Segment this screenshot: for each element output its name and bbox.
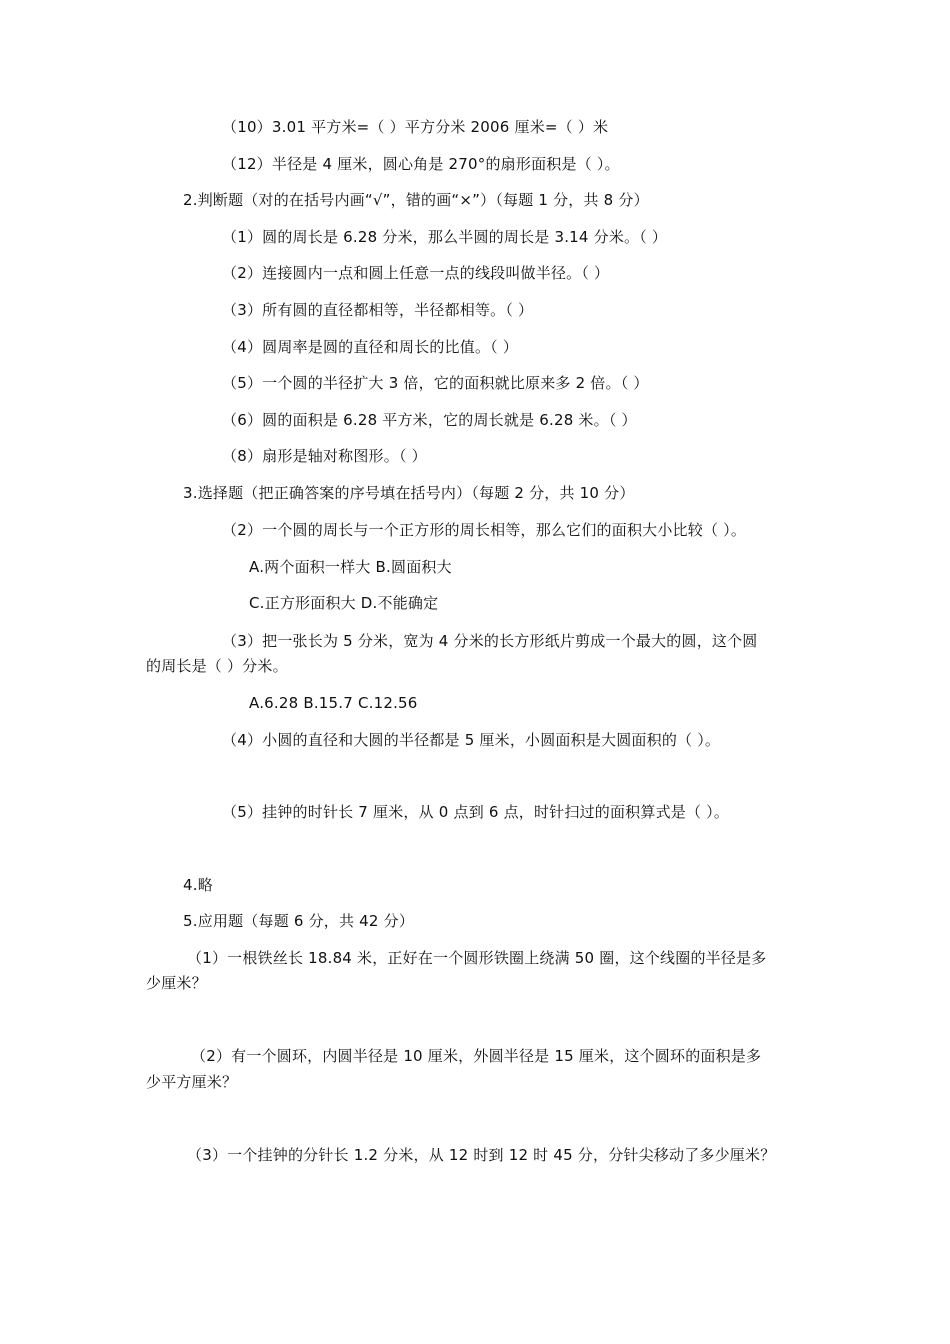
fill-in-q12: （12）半径是 4 厘米，圆心角是 270°的扇形面积是（ ）。 (222, 155, 620, 173)
apply-q1-line1: （1）一根铁丝长 18.84 米，正好在一个圆形铁圈上绕满 50 圈，这个线圈的半径是多 (187, 949, 767, 967)
choice-q3-line2: 的周长是（ ）分米。 (146, 657, 288, 675)
apply-q2-line2: 少平方厘米？ (146, 1073, 238, 1091)
judge-item-8: （8）扇形是轴对称图形。（ ） (222, 447, 427, 465)
choice-q4: （4）小圆的直径和大圆的半径都是 5 厘米，小圆面积是大圆面积的（ ）。 (222, 731, 721, 749)
section-4: 4.略 (183, 876, 213, 894)
choice-q2-options-ab: A.两个面积一样大 B.圆面积大 (249, 558, 452, 576)
apply-q3: （3）一个挂钟的分针长 1.2 分米，从 12 时到 12 时 45 分，分针尖移动了多少厘米？ (187, 1146, 776, 1164)
judge-heading: 2.判断题（对的在括号内画“√”，错的画“×”）（每题 1 分，共 8 分） (183, 191, 649, 209)
apply-q1-line2: 少厘米？ (146, 974, 207, 992)
apply-q2-line1: （2）有一个圆环，内圆半径是 10 厘米，外圆半径是 15 厘米，这个圆环的面积是多 (191, 1047, 762, 1065)
judge-item-6: （6）圆的面积是 6.28 平方米，它的周长就是 6.28 米。（ ） (222, 411, 637, 429)
judge-item-5: （5）一个圆的半径扩大 3 倍，它的面积就比原来多 2 倍。（ ） (222, 374, 649, 392)
judge-item-1: （1）圆的周长是 6.28 分米，那么半圆的周长是 3.14 分米。（ ） (222, 228, 668, 246)
choice-q2: （2）一个圆的周长与一个正方形的周长相等，那么它们的面积大小比较（ ）。 (222, 521, 747, 539)
judge-item-3: （3）所有圆的直径都相等，半径都相等。（ ） (222, 301, 534, 319)
judge-item-2: （2）连接圆内一点和圆上任意一点的线段叫做半径。（ ） (222, 264, 610, 282)
fill-in-q10: （10）3.01 平方米=（ ）平方分米 2006 厘米=（ ）米 (222, 118, 609, 136)
choice-q3-options: A.6.28 B.15.7 C.12.56 (249, 694, 418, 712)
choice-q5: （5）挂钟的时针长 7 厘米，从 0 点到 6 点，时针扫过的面积算式是（ ）。 (222, 803, 730, 821)
judge-item-4: （4）圆周率是圆的直径和周长的比值。（ ） (222, 338, 519, 356)
choice-heading: 3.选择题（把正确答案的序号填在括号内）（每题 2 分，共 10 分） (183, 484, 635, 502)
choice-q3-line1: （3）把一张长为 5 分米，宽为 4 分米的长方形纸片剪成一个最大的圆，这个圆 (222, 632, 758, 650)
apply-heading: 5.应用题（每题 6 分，共 42 分） (183, 912, 415, 930)
choice-q2-options-cd: C.正方形面积大 D.不能确定 (249, 594, 439, 612)
